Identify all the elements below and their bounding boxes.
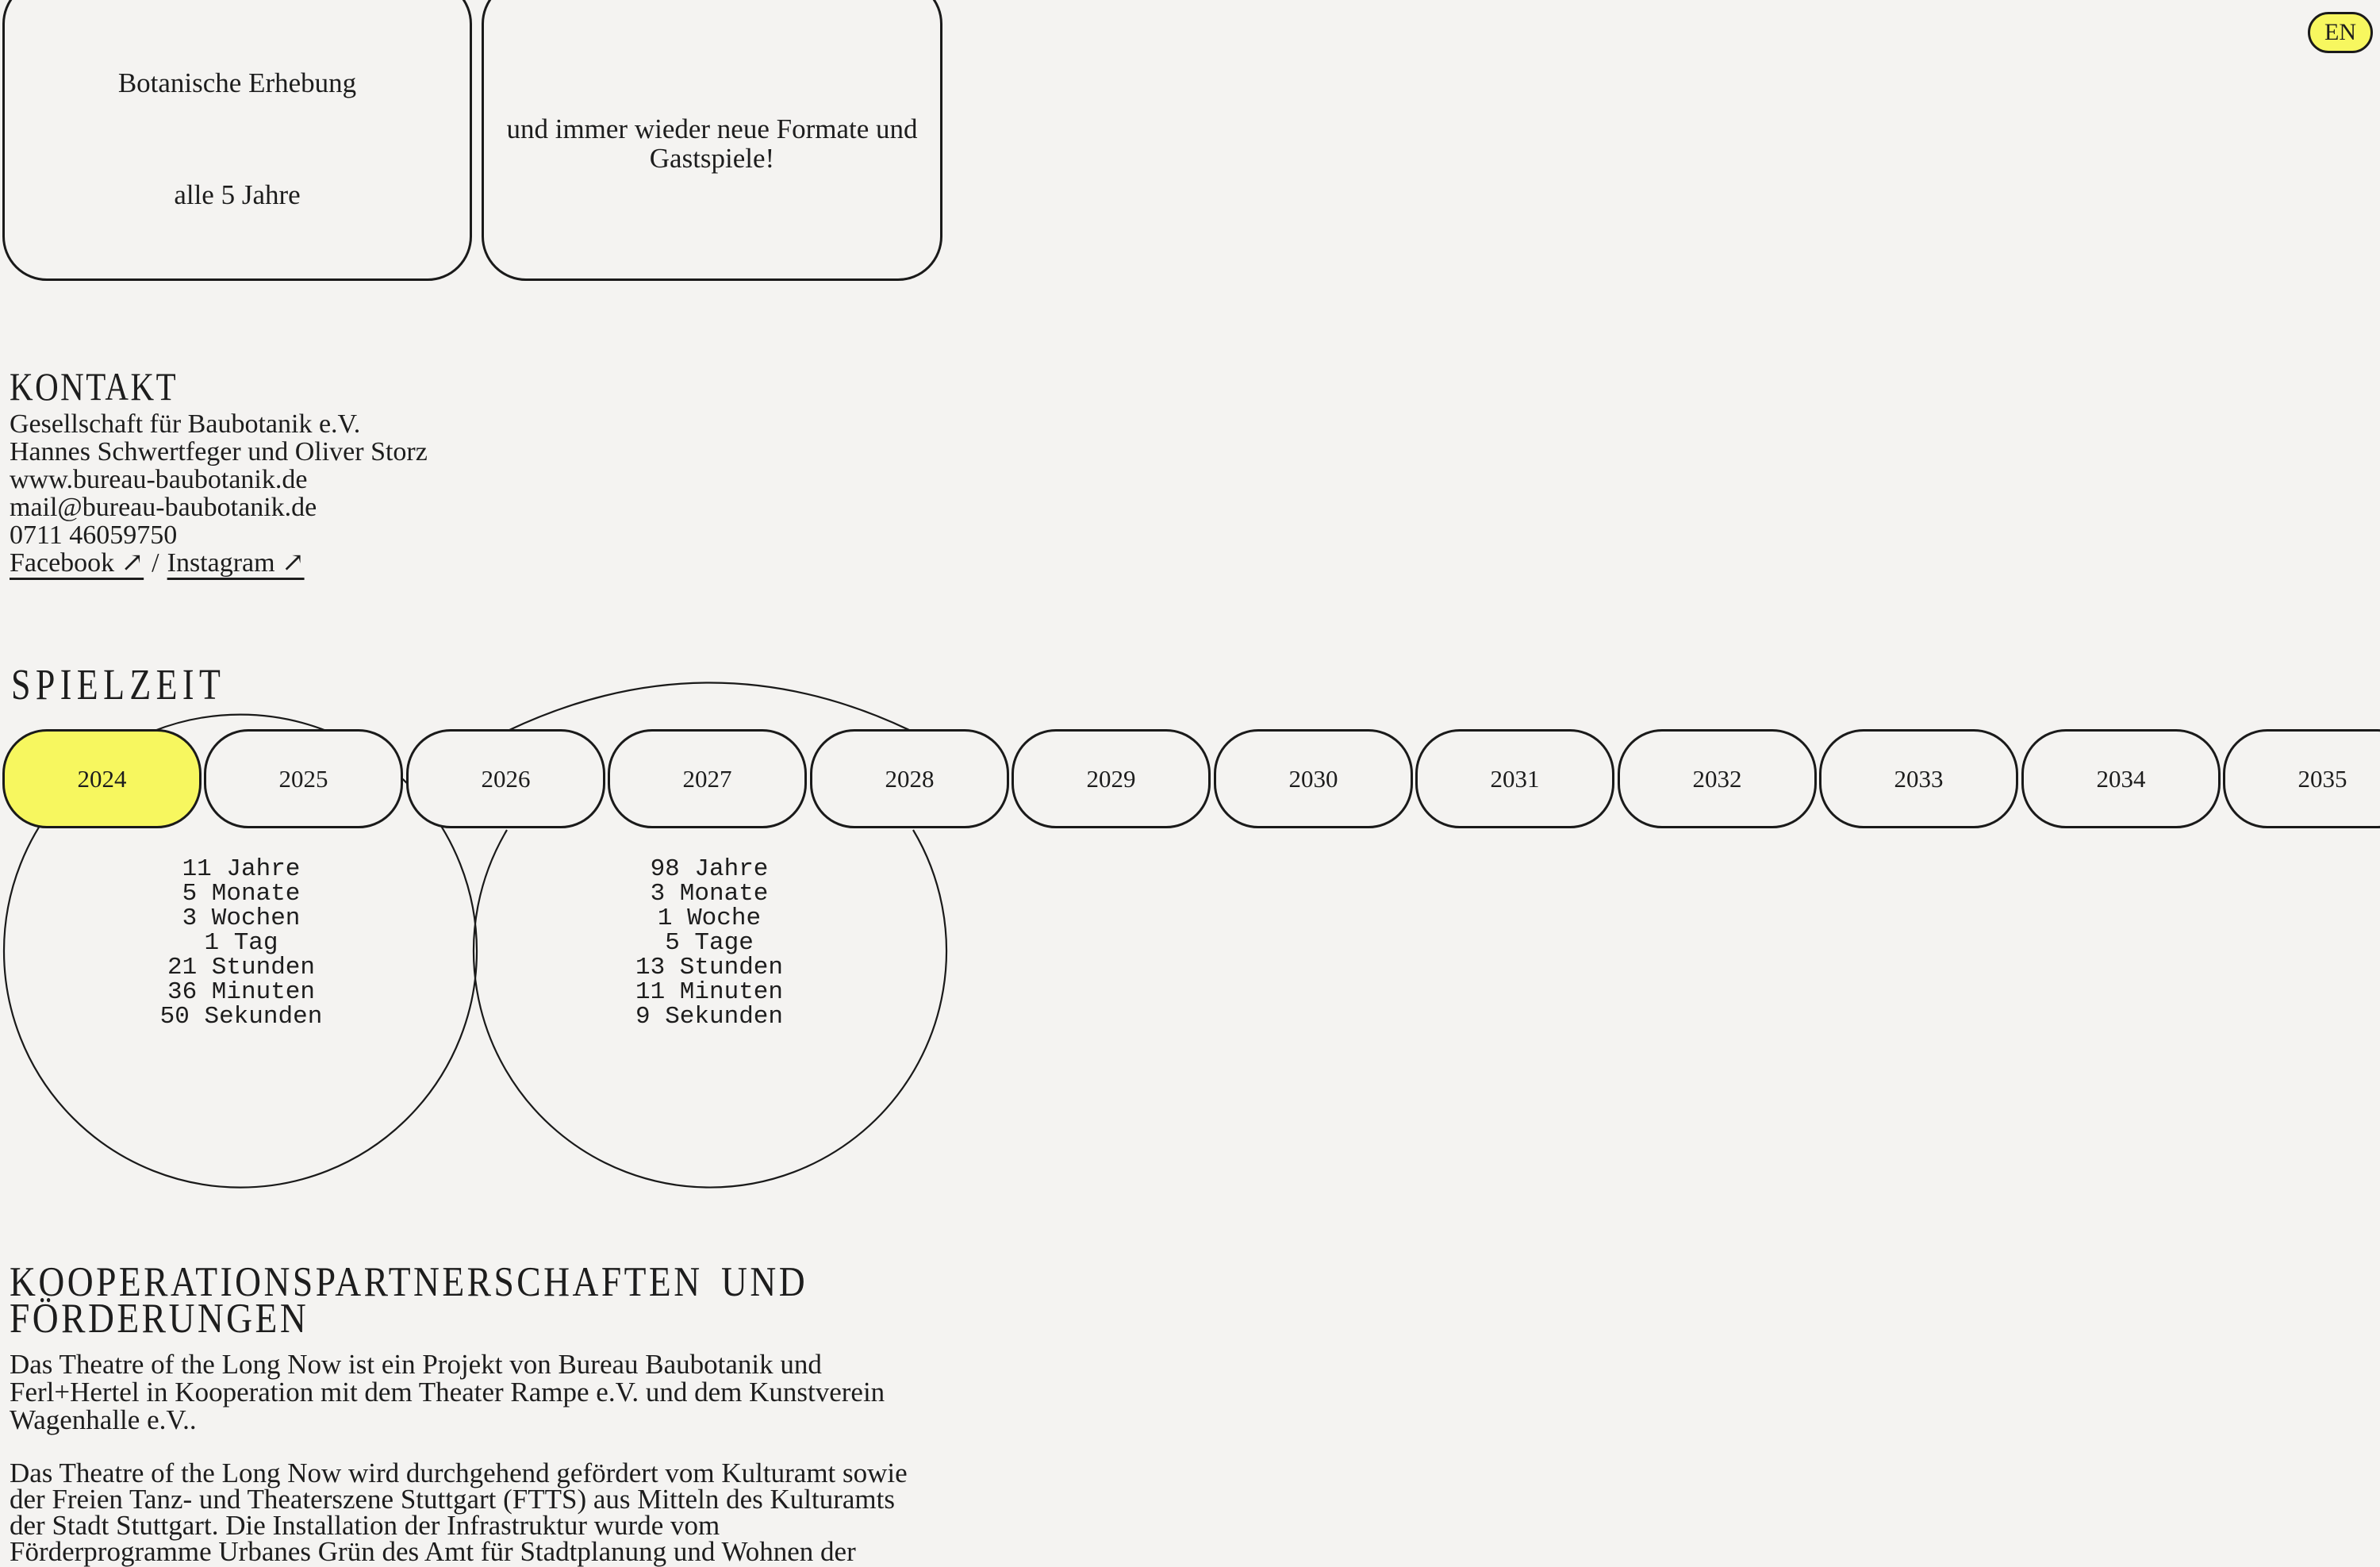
paragraph-line: Ferl+Hertel in Kooperation mit dem Theater Rampe e.V. und dem Kunstverein — [10, 1377, 885, 1408]
duration-line: 5 Tage — [665, 929, 754, 957]
duration-line: 98 Jahre — [650, 855, 769, 883]
duration-line: 11 Minuten — [635, 978, 784, 1006]
instagram-link[interactable]: Instagram ↗ — [167, 548, 305, 578]
year-pill-2026[interactable] — [406, 729, 605, 828]
kontakt-email: mail@bureau-baubotanik.de — [10, 493, 317, 522]
duration-line: 3 Monate — [650, 880, 769, 908]
spielzeit-heading: SPIELZEIT — [11, 660, 226, 709]
duration-line: 1 Tag — [204, 929, 278, 957]
card-subtitle: alle 5 Jahre — [174, 179, 301, 210]
duration-circle-2-top-arc — [508, 683, 911, 732]
year-label: 2030 — [1288, 764, 1338, 793]
year-label: 2026 — [481, 764, 531, 793]
duration-line: 5 Monate — [182, 880, 301, 908]
year-label: 2032 — [1692, 764, 1742, 793]
link-separator: / — [152, 548, 159, 578]
duration-line: 9 Sekunden — [635, 1003, 784, 1031]
duration-line: 11 Jahre — [182, 855, 301, 883]
year-label: 2033 — [1894, 764, 1944, 793]
facebook-link[interactable]: Facebook ↗ — [10, 548, 144, 578]
kontakt-names: Hannes Schwertfeger und Oliver Storz — [10, 437, 428, 467]
paragraph-line: der Freien Tanz- und Theaterszene Stuttgart (FTTS) aus Mitteln des Kulturamts — [10, 1484, 895, 1515]
year-pill-2033[interactable] — [1819, 729, 2018, 828]
kontakt-org: Gesellschaft für Baubotanik e.V. — [10, 409, 361, 439]
year-pill-2024[interactable] — [2, 729, 202, 828]
paragraph-line: Das Theatre of the Long Now ist ein Projekt von Bureau Baubotanik und — [10, 1349, 822, 1380]
duration-line: 21 Stunden — [167, 954, 316, 981]
duration-readout-1 — [83, 857, 400, 1029]
duration-line: 1 Woche — [657, 904, 762, 932]
year-pill-2030[interactable] — [1214, 729, 1413, 828]
year-pill-2034[interactable] — [2021, 729, 2221, 828]
kontakt-phone: 0711 46059750 — [10, 520, 178, 550]
duration-line: 13 Stunden — [635, 954, 784, 981]
year-label: 2027 — [682, 764, 732, 793]
year-label: 2025 — [278, 764, 328, 793]
kooperation-heading-line-2: FÖRDERUNGEN — [10, 1296, 309, 1342]
year-pill-2031[interactable] — [1415, 729, 1614, 828]
card-title: Botanische Erhebung — [117, 67, 357, 98]
paragraph-line: Förderprogramme Urbanes Grün des Amt für Stadtplanung und Wohnen der — [10, 1536, 856, 1567]
year-pill-2032[interactable] — [1618, 729, 1817, 828]
card-line-1: und immer wieder neue Formate und — [506, 113, 918, 144]
year-label: 2035 — [2297, 764, 2347, 793]
paragraph-line: der Stadt Stuttgart. Die Installation der Infrastruktur wurde vom — [10, 1510, 720, 1541]
language-toggle-en-button[interactable]: EN — [2308, 12, 2373, 53]
year-label: 2031 — [1490, 764, 1540, 793]
year-label: 2034 — [2096, 764, 2146, 793]
duration-line: 3 Wochen — [182, 904, 301, 932]
duration-readout-2 — [551, 857, 868, 1029]
kooperation-heading-line-1: KOOPERATIONSPARTNERSCHAFTEN UND — [10, 1259, 808, 1305]
duration-line: 36 Minuten — [167, 978, 316, 1006]
year-pill-2027[interactable] — [608, 729, 807, 828]
kontakt-website: www.bureau-baubotanik.de — [10, 465, 308, 494]
year-pill-2028[interactable] — [810, 729, 1009, 828]
kontakt-heading: KONTAKT — [10, 364, 178, 409]
year-pill-2029[interactable] — [1012, 729, 1211, 828]
year-pill-2035[interactable] — [2223, 729, 2380, 828]
year-pill-2025[interactable] — [204, 729, 403, 828]
paragraph-line: Das Theatre of the Long Now wird durchgehend gefördert vom Kulturamt sowie — [10, 1458, 908, 1488]
year-label: 2024 — [77, 764, 127, 793]
year-label: 2029 — [1086, 764, 1136, 793]
card-line-2: Gastspiele! — [649, 143, 775, 174]
paragraph-line: Wagenhalle e.V.. — [10, 1404, 197, 1435]
year-label: 2028 — [885, 764, 935, 793]
duration-line: 50 Sekunden — [159, 1003, 323, 1031]
